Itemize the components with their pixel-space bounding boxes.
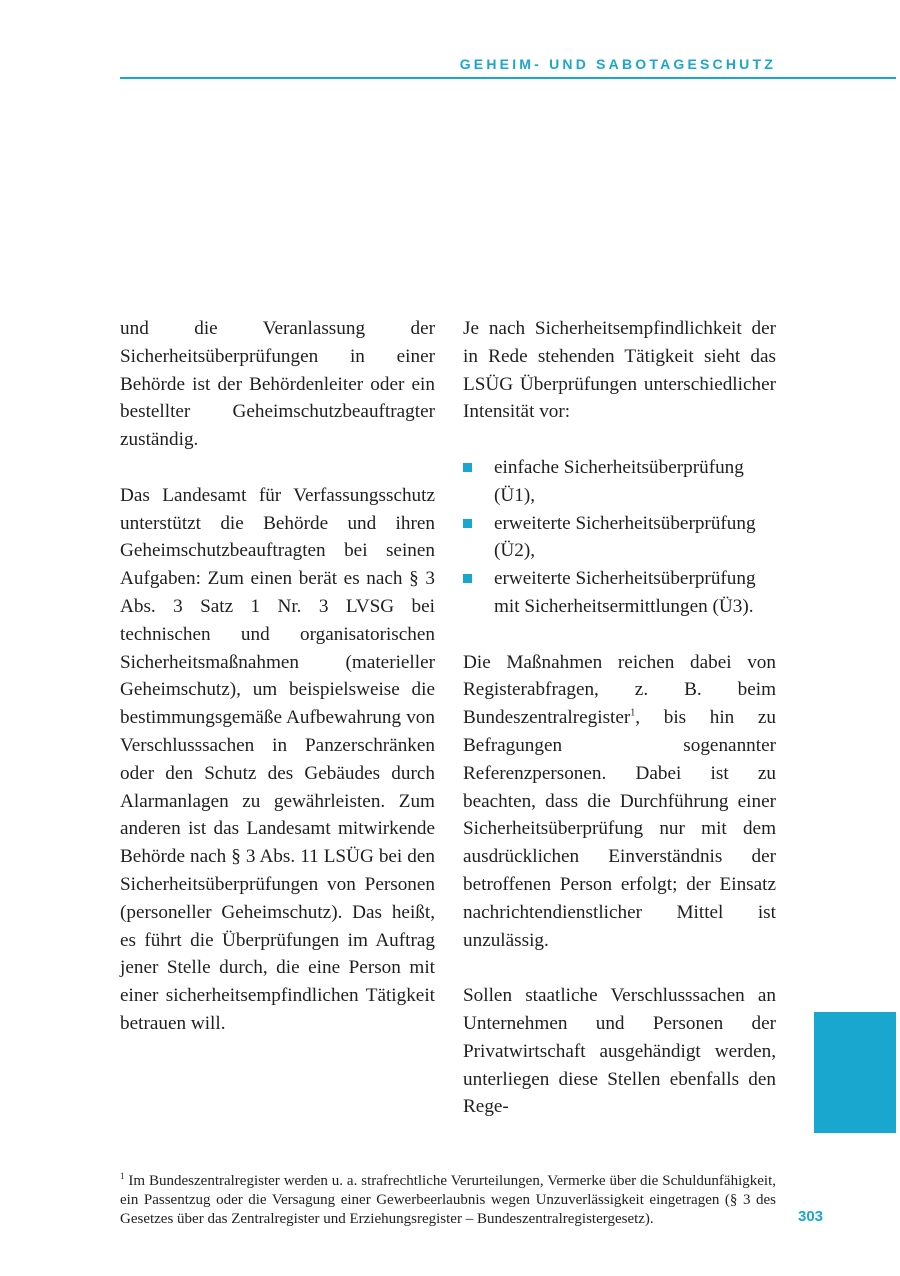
square-bullet-icon [463,519,472,528]
bullet-list [463,454,776,621]
list-item [463,454,776,510]
list-item-text: einfache Sicherheitsüberprüfung (Ü1), [494,456,744,506]
footnote-marker: 1 [120,1171,125,1181]
list-item [463,510,776,566]
square-bullet-icon [463,574,472,583]
page-number: 303 [798,1208,824,1225]
measures-text-b: , bis hin zu Befragungen sogenannter Referenzpersonen. Dabei ist zu beachten, dass die Durchführung einer Sicherheitsüberprüfung nur mit dem ausdrücklichen Einverständnis der betroffenen Person erfolgt; der Einsatz nachrichtendienstlicher Mittel ist unzulässig. [463,707,776,951]
list-item-text: erweiterte Sicherheitsüberprüfung mit Sicherheitsermittlungen (Ü3). [494,568,756,617]
square-bullet-icon [463,463,472,472]
paragraph-measures [463,649,776,955]
footnote-reference[interactable]: 1 [630,707,636,719]
list-item [463,565,776,621]
header-rule [120,77,896,79]
paragraph-closing: Sollen staatliche Verschlusssachen an Unternehmen und Personen der Privatwirtschaft ausgehändigt werden, unterliegen diese Stellen ebenfalls den Rege- [463,985,776,1118]
left-column [120,315,435,1066]
paragraph-intro: Je nach Sicherheitsempfindlichkeit der in Rede stehenden Tätigkeit sieht das LSÜG Überprüfungen unterschiedlicher Intensität vor: [463,318,776,423]
running-title: GEHEIM- UND SABOTAGESCHUTZ [459,56,776,72]
right-column [463,315,776,1149]
list-item-text: erweiterte Sicherheitsüberprüfung (Ü2), [494,512,756,562]
footnote [120,1172,776,1229]
running-header [120,56,896,78]
paragraph: Das Landesamt für Verfassungsschutz unterstützt die Behörde und ihren Geheimschutzbeauftragten bei seinen Aufgaben: Zum einen berät es nach § 3 Abs. 3 Satz 1 Nr. 3 LVSG bei technischen und organisatorischen Sicherheitsmaßnahmen (materieller Geheimschutz), um beispielsweise die bestimmungsgemäße Aufbewahrung von Verschlusssachen in Panzerschränken oder den Schutz des Gebäudes durch Alarmanlagen zu gewährleisten. Zum anderen ist das Landesamt mitwirkende Behörde nach § 3 Abs. 11 LSÜG bei den Sicherheitsüberprüfungen von Personen (personeller Geheimschutz). Das heißt, es führt die Überprüfungen im Auftrag jener Stelle durch, die eine Person mit einer sicherheitsempfindlichen Tätigkeit betrauen will. [120,484,435,1034]
footnote-text: Im Bundeszentralregister werden u. a. strafrechtliche Verurteilungen, Vermerke über die Schuldunfähigkeit, ein Passentzug oder die Versagung einer Gewerbeerlaubnis wegen Unzuverlässigkeit eingetragen (§ 3 des Gesetzes über das Zentralregister und Erziehungsregister – Bundeszentralregistergesetz). [120,1173,776,1227]
chapter-tab-marker [814,1012,896,1133]
paragraph: und die Veranlassung der Sicherheitsüberprüfungen in einer Behörde ist der Behördenleiter oder ein bestellter Geheimschutzbeauftragter zuständig. [120,318,435,451]
measures-text-a: Die Maßnahmen reichen dabei von Registerabfragen, z. B. beim Bundeszentralregister [463,651,776,729]
